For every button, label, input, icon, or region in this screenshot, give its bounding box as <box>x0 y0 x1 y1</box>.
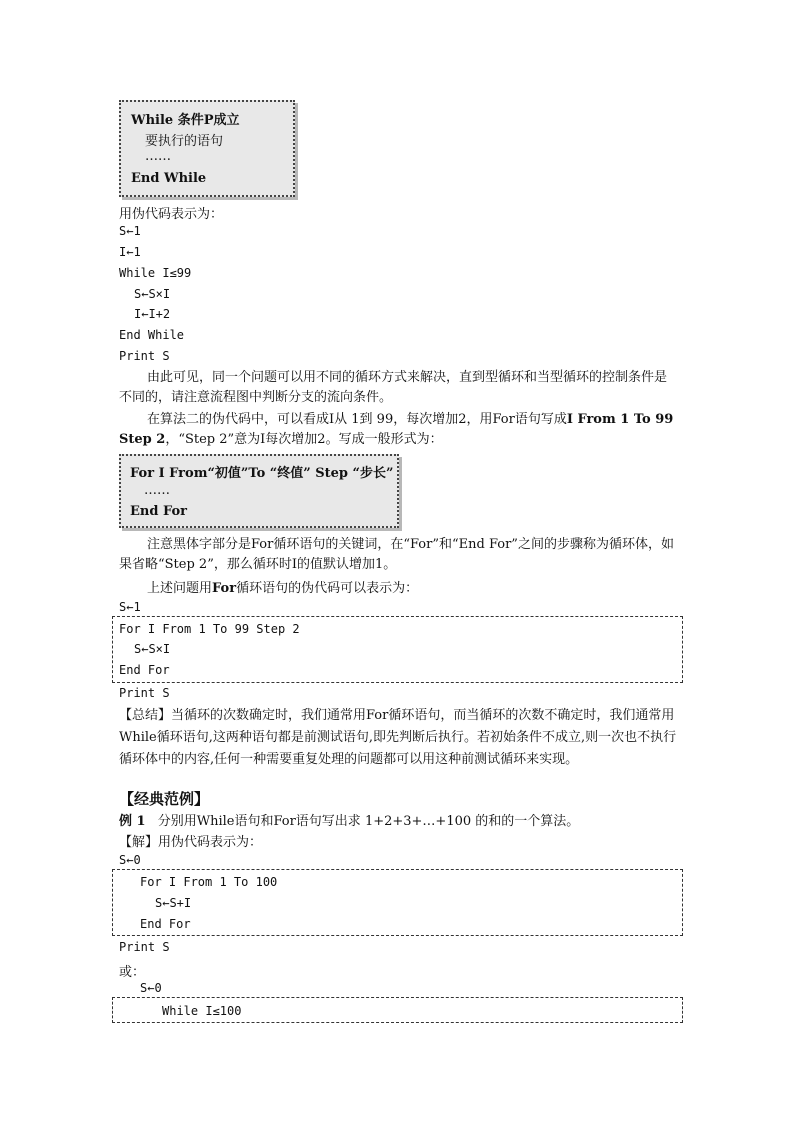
code-line: S←S×I <box>134 642 171 656</box>
paragraph <box>119 410 675 450</box>
example-text: 分别用While语句和For语句写出求 1+2+3+…+100 的和的一个算法。 <box>157 814 580 829</box>
while-syntax-line: End While <box>131 171 207 186</box>
for-syntax-line: …… <box>144 483 170 498</box>
pseudo-intro: 用伪代码表示为： <box>119 207 224 222</box>
example-label: 例 1 <box>119 814 146 829</box>
while-syntax-line: 要执行的语句 <box>145 134 224 149</box>
code-line: I←I+2 <box>134 307 171 321</box>
paragraph <box>147 577 418 596</box>
or-text: 或： <box>119 965 146 980</box>
paragraph-keyword: For <box>212 581 237 596</box>
example-1 <box>119 810 579 829</box>
code-line: While I≤99 <box>119 266 192 280</box>
for-syntax-line: For I From“初值”To “终值” Step “步长” <box>130 466 394 481</box>
code-line: While I≤100 <box>162 1004 242 1018</box>
code-line: Print S <box>119 940 170 954</box>
while-syntax-line: …… <box>145 149 171 164</box>
while-syntax-line: While 条件P成立 <box>131 113 240 128</box>
code-line: End While <box>119 328 185 342</box>
code-line: S←0 <box>119 853 141 867</box>
code-line: For I From 1 To 99 Step 2 <box>119 622 300 636</box>
code-line: End For <box>140 917 191 931</box>
code-line: End For <box>119 663 170 677</box>
code-line: Print S <box>119 349 170 363</box>
for-syntax-line: End For <box>130 504 188 519</box>
paragraph-keyword: I From 1 To 99 Step 2 <box>119 412 674 447</box>
paragraph-text: 在算法二的伪代码中，可以看成I从 1到 99，每次增加2，用For语句写成 <box>147 412 567 427</box>
code-line: S←1 <box>119 224 141 238</box>
code-line: For I From 1 To 100 <box>140 875 278 889</box>
paragraph-text: ，“Step 2”意为I每次增加2。写成一般形式为： <box>165 432 443 447</box>
paragraph-text: 循环语句的伪代码可以表示为： <box>236 581 419 596</box>
code-line: S←0 <box>140 981 162 995</box>
code-line: I←1 <box>119 245 141 259</box>
code-line: S←S+I <box>155 896 192 910</box>
solution-label: 【解】用伪代码表示为： <box>119 835 263 850</box>
paragraph: 注意黑体字部分是For循环语句的关键词，在“For”和“End For”之间的步骤称为循环体，如果省略“Step 2”，那么循环时I的值默认增加1。 <box>119 537 674 572</box>
code-line: S←1 <box>119 600 141 614</box>
paragraph-text: 上述问题用 <box>147 581 213 596</box>
code-line: S←S×I <box>134 287 171 301</box>
paragraph: 由此可见，同一个问题可以用不同的循环方式来解决，直到型循环和当型循环的控制条件是不同的，请注意流程图中判断分支的流向条件。 <box>119 370 668 405</box>
section-heading: 【经典范例】 <box>119 790 210 808</box>
code-line: Print S <box>119 686 170 700</box>
summary-paragraph: 【总结】当循环的次数确定时，我们通常用For循环语句，而当循环的次数不确定时，我们通常用While循环语句,这两种语句都是前测试语句,即先判断后执行。若初始条件不成立,则一次也不执行循环体中的内容,任何一种需要重复处理的问题都可以用这种前测试循环来实现。 <box>119 708 677 767</box>
